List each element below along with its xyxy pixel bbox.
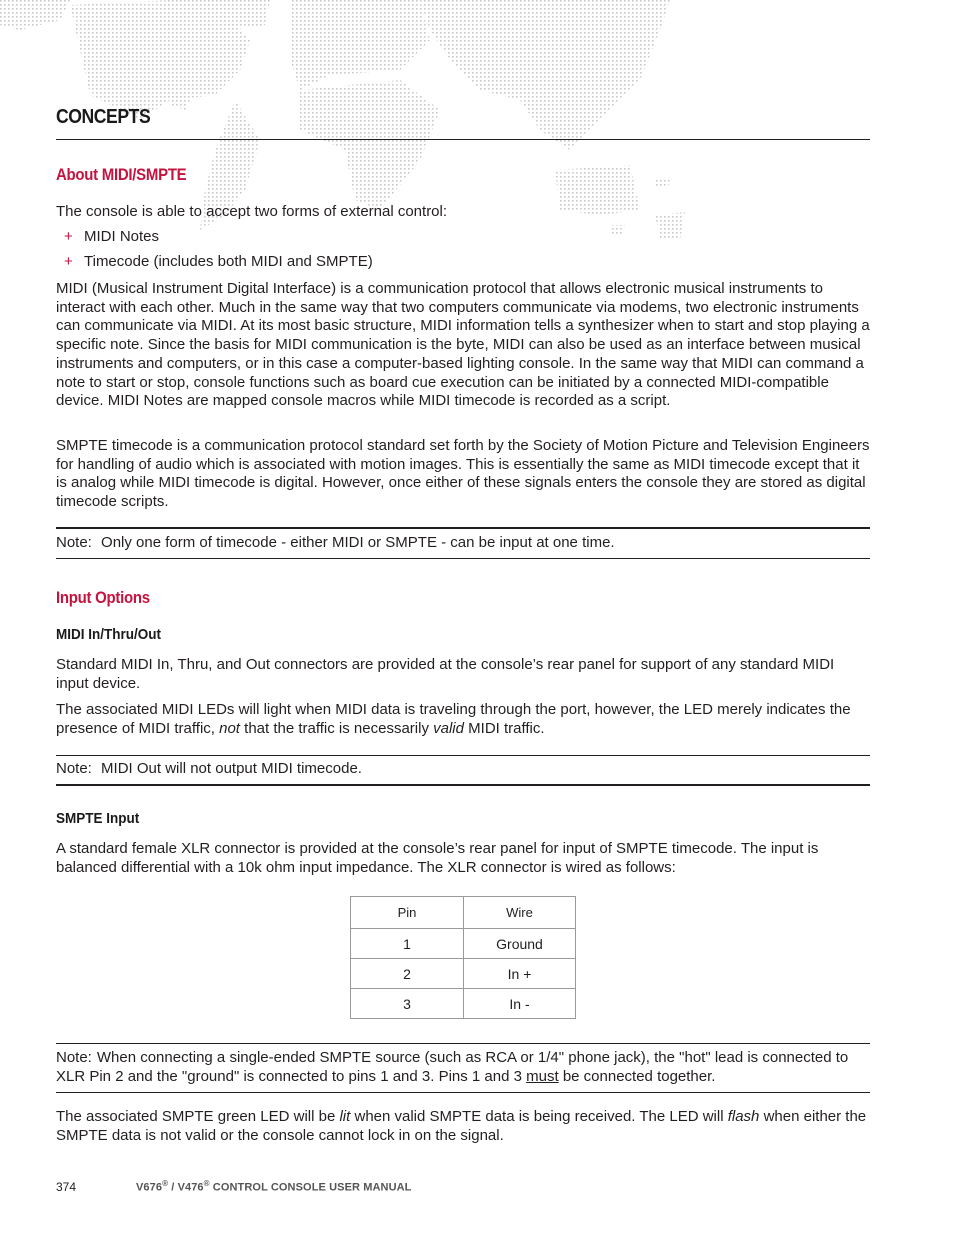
title-divider <box>56 139 870 140</box>
model-v476: V476 <box>177 1181 204 1194</box>
table-header-row <box>351 897 576 929</box>
text-span: that the traffic is necessarily <box>239 719 434 737</box>
emphasis-valid: valid <box>433 719 464 737</box>
table-cell: In - <box>464 989 576 1019</box>
note-rule-bottom <box>56 784 870 786</box>
emphasis-not: not <box>219 719 240 737</box>
table-cell: In + <box>464 959 576 989</box>
text-span: The associated SMPTE green LED will be <box>56 1108 340 1125</box>
intro-paragraph: The console is able to accept two forms of external control: <box>56 203 448 220</box>
note-rule-top <box>56 527 870 529</box>
midi-description-paragraph: MIDI (Musical Instrument Digital Interface) is a communication protocol that allows electronic musical instruments to interact with each other. Much in the same way that two computers communicate via modems, two electronic instruments can communicate via MIDI. At its most basic structure, MIDI information tells a synthesizer when to start and stop playing a specific note. Since the basis for MIDI communication is the byte, MIDI can also be used as an interface between musical instruments and computers, or in this case a computer-based lighting console. In the same way that MIDI can command a note to start or stop, console functions such as board cue execution can be initiated by a connected MIDI-compatible device. MIDI Notes are mapped console macros while MIDI timecode is recorded as a script. <box>56 280 870 410</box>
note-single-ended-smpte <box>56 1049 870 1086</box>
note-label: Note: <box>56 760 92 777</box>
table-row <box>351 959 576 989</box>
note-label: Note: <box>56 1049 92 1066</box>
subheading-smpte-input: SMPTE Input <box>56 810 140 827</box>
footer-manual-title <box>136 1179 411 1194</box>
note-text: Only one form of timecode - either MIDI or SMPTE - can be input at one time. <box>101 534 615 551</box>
note-rule-bottom <box>56 558 870 559</box>
registered-mark: ® <box>162 1179 169 1188</box>
note-text: be connected together. <box>558 1067 716 1085</box>
note-label: Note: <box>56 534 92 551</box>
page-title: CONCEPTS <box>56 106 151 128</box>
table-cell: 1 <box>351 929 464 959</box>
note-rule-top <box>56 755 870 756</box>
note-rule-bottom <box>56 1092 870 1093</box>
midi-led-paragraph <box>56 701 870 738</box>
model-v676: V676 <box>136 1181 163 1194</box>
text-span: MIDI traffic. <box>463 719 545 737</box>
section-heading-input-options: Input Options <box>56 588 150 607</box>
bullet-text: Timecode (includes both MIDI and SMPTE) <box>84 253 373 270</box>
emphasis-lit: lit <box>339 1108 351 1125</box>
underlined-must: must <box>526 1067 559 1085</box>
xlr-pin-table <box>350 896 576 1019</box>
table-cell: Ground <box>464 929 576 959</box>
text-span: when valid SMPTE data is being received. The LED will <box>350 1108 728 1125</box>
plus-bullet-icon: + <box>64 253 73 270</box>
text-span: when either the SMPTE data is not valid or the console cannot lock in on the signal. <box>56 1108 867 1144</box>
bullet-item-timecode <box>64 253 373 271</box>
midi-connectors-paragraph: Standard MIDI In, Thru, and Out connectors are provided at the console’s rear panel for support of any standard MIDI input device. <box>56 656 835 692</box>
text-span: The associated MIDI LEDs will light when MIDI data is traveling through the port, however, the LED merely indicates the presence of MIDI traffic, <box>56 701 851 737</box>
section-heading-about-midi-smpte: About MIDI/SMPTE <box>56 165 187 184</box>
table-header-pin: Pin <box>351 897 464 929</box>
smpte-led-paragraph <box>56 1108 870 1145</box>
registered-mark: ® <box>203 1179 210 1188</box>
plus-bullet-icon: + <box>64 228 73 245</box>
page-number: 374 <box>56 1180 77 1194</box>
table-cell: 3 <box>351 989 464 1019</box>
note-midi-out <box>56 760 870 779</box>
table-row <box>351 989 576 1019</box>
table-row <box>351 929 576 959</box>
note-text: MIDI Out will not output MIDI timecode. <box>101 760 362 777</box>
smpte-description-paragraph: SMPTE timecode is a communication protocol standard set forth by the Society of Motion Picture and Television Engineers for handling of audio which is associated with motion images. This is essentially the same as MIDI timecode except that it is analog while MIDI timecode is digital. However, once either of these signals enters the console they are stored as digital timecode scripts. <box>56 437 870 511</box>
bullet-item-midi-notes <box>64 228 159 246</box>
bullet-text: MIDI Notes <box>84 228 160 245</box>
note-text: When connecting a single-ended SMPTE source (such as RCA or 1/4" phone jack), the "hot" lead is connected to XLR Pin 2 and the "ground" is connected to pins 1 and 3. Pins 1 and 3 <box>56 1049 849 1085</box>
subheading-midi-in-thru-out: MIDI In/Thru/Out <box>56 626 161 643</box>
separator: / <box>168 1181 178 1194</box>
emphasis-flash: flash <box>727 1108 760 1125</box>
note-rule-top <box>56 1043 870 1044</box>
table-header-wire: Wire <box>464 897 576 929</box>
manual-title-text: CONTROL CONSOLE USER MANUAL <box>209 1181 412 1194</box>
smpte-connector-paragraph: A standard female XLR connector is provided at the console’s rear panel for input of SMPTE timecode. The input is balanced differential with a 10k ohm input impedance. The XLR connector is wired as follows: <box>56 840 819 876</box>
table-cell: 2 <box>351 959 464 989</box>
note-timecode <box>56 534 870 553</box>
